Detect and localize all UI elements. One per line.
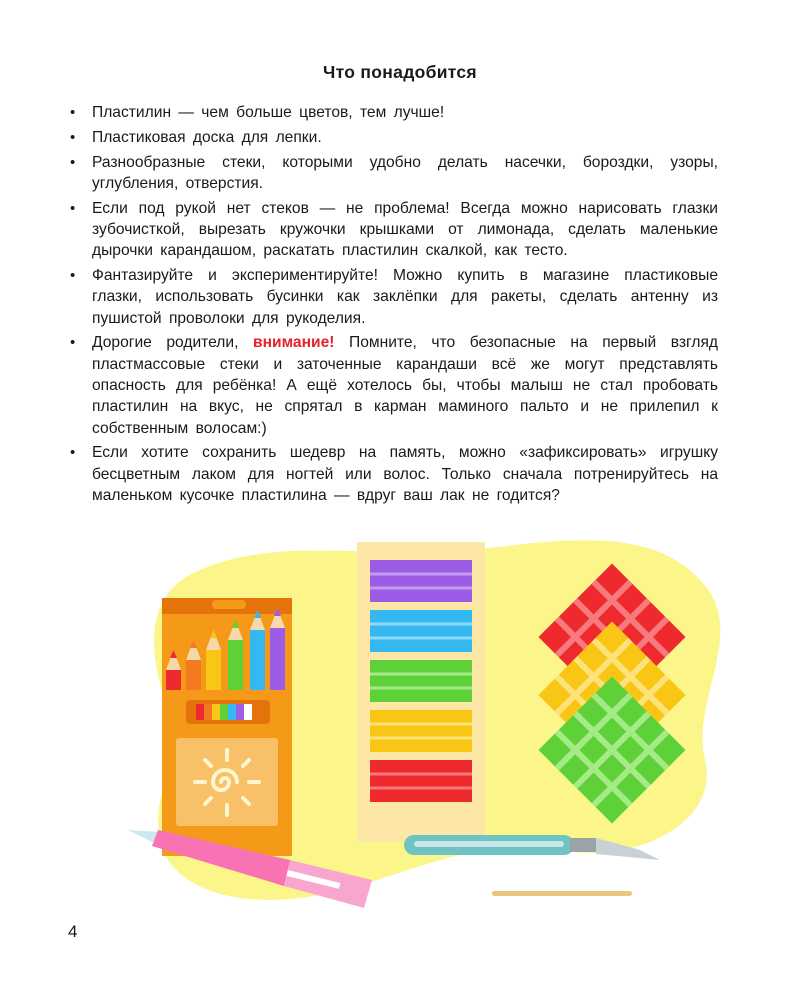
list-item — [68, 442, 718, 506]
bullet-icon: • — [70, 267, 76, 285]
materials-illustration — [0, 520, 800, 920]
list-item-text: Дорогие родители, — [92, 334, 253, 352]
warning-highlight: внимание! — [252, 334, 335, 352]
plasticine-tray-icon — [357, 542, 485, 842]
list-item — [68, 332, 718, 438]
list-item-text: Пластиковая доска для лепки. — [92, 128, 322, 146]
list-item-text: Если хотите сохранить шедевр на память, можно «зафиксировать» игрушку бесцветным лаком для ногтей или волос. Только сначала потренируйтесь на маленьком кусочке пластилина — вдруг ваш лак не годится? — [92, 444, 718, 505]
list-item-text: Пластилин — чем больше цветов, тем лучше! — [92, 104, 445, 121]
bullet-icon: • — [70, 334, 76, 352]
list-item — [68, 152, 718, 195]
toothpick-icon — [492, 891, 632, 896]
list-item-text: Помните, что безопасные на первый взгляд пластмассовые стеки и заточенные карандаши всё же могут представлять опасность для ребёнка! А ещё хотелось бы, чтобы малыш не стал пробовать пластилин на вкус, не спрятал в карман маминого пальто и не прилепил к собственным волосам:) — [92, 334, 718, 437]
bullet-icon: • — [70, 128, 76, 146]
list-item — [68, 198, 718, 262]
bullet-icon: • — [70, 444, 76, 462]
page-title: Что понадобится — [323, 62, 477, 82]
list-item — [68, 127, 718, 148]
bullet-icon: • — [70, 104, 76, 121]
colored-pencils-box-icon — [162, 598, 292, 856]
list-item-text: Если под рукой нет стеков — не проблема! Всегда можно нарисовать глазки зубочисткой, вырезать кружочки крышками от лимонада, сделать маленькие дырочки карандашом, раскатать пластилин скалкой, как тесто. — [92, 199, 718, 260]
bullet-icon: • — [70, 199, 76, 217]
materials-list — [68, 102, 718, 510]
list-item-text: Фантазируйте и экспериментируйте! Можно купить в магазине пластиковые глазки, использовать бусинки как заклёпки для ракеты, сделать антенну из пушистой проволоки для рукоделия. — [92, 267, 718, 327]
list-item — [68, 102, 718, 123]
list-item-text: Разнообразные стеки, которыми удобно делать насечки, бороздки, узоры, углубления, отверстия. — [92, 153, 718, 192]
bullet-icon: • — [70, 153, 76, 171]
list-item — [68, 265, 718, 329]
page-number: 4 — [68, 922, 78, 941]
